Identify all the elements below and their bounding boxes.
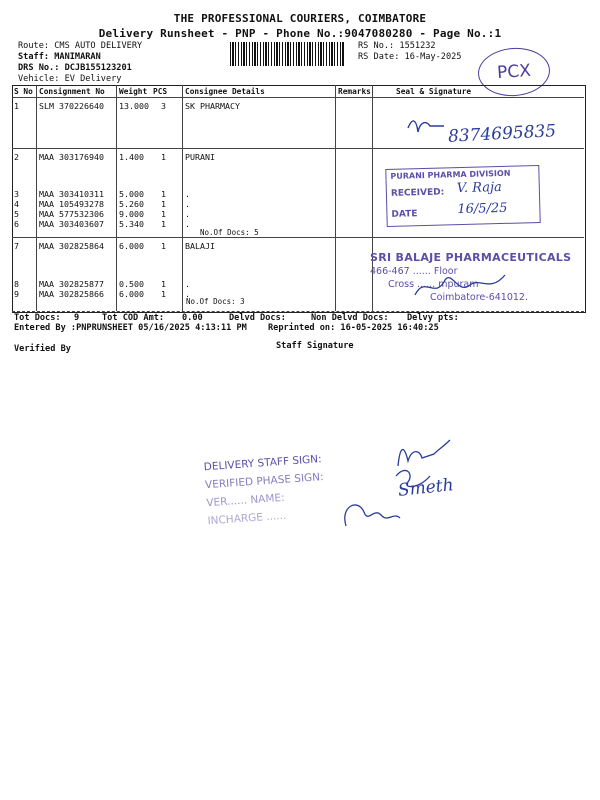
row-consignment: MAA 302825877: [39, 279, 104, 289]
row-sno: 9: [14, 289, 19, 299]
balaji-stamp-line: Cross ...... mpuram: [388, 279, 479, 290]
reprinted-on: Reprinted on: 16-05-2025 16:40:25: [268, 323, 439, 333]
row-weight: 6.000: [119, 241, 144, 251]
docs-count: No.Of Docs: 5: [200, 228, 259, 237]
row-consignment: MAA 302825866: [39, 289, 104, 299]
row-weight: 13.000: [119, 101, 149, 111]
row-weight: 5.000: [119, 189, 144, 199]
row-pcs: 1: [161, 152, 166, 162]
row-pcs: 1: [161, 199, 166, 209]
row-sno: 6: [14, 219, 19, 229]
staff-signature-label: Staff Signature: [276, 341, 354, 351]
purani-date-label: DATE: [391, 209, 418, 220]
col-header-pcs: PCS: [153, 87, 168, 96]
staff-stamp-line: INCHARGE ......: [207, 509, 287, 528]
row-sno: 1: [14, 101, 19, 111]
balaji-stamp: [370, 251, 582, 309]
header-divider: [12, 97, 584, 98]
footer-divider: [12, 311, 584, 312]
row-weight: 0.500: [119, 279, 144, 289]
delvd-docs-label: Delvd Docs:: [229, 313, 286, 323]
col-divider: [335, 85, 336, 311]
row-consignment: SLM 370226640: [39, 101, 104, 111]
row-sno: 8: [14, 279, 19, 289]
row-dot: .: [185, 189, 190, 199]
consignee-name: SK PHARMACY: [185, 101, 240, 111]
balaji-stamp-line: 466-467 ...... Floor: [370, 266, 458, 277]
non-delvd-docs-label: Non Delvd Docs:: [311, 313, 389, 323]
col-header-sno: S No: [14, 87, 33, 96]
col-header-consignee: Consignee Details: [185, 87, 265, 96]
handwritten-phone: 8374695835: [447, 121, 557, 147]
row-consignment: MAA 303410311: [39, 189, 104, 199]
handwritten-name: Smeth: [397, 475, 455, 501]
row-pcs: 1: [161, 279, 166, 289]
row-pcs: 3: [161, 101, 166, 111]
rs-date: RS Date: 16-May-2025: [358, 52, 462, 62]
row-dot: .: [185, 219, 190, 229]
col-header-seal: Seal & Signature: [396, 87, 472, 96]
purani-received-sign: V. Raja: [456, 179, 502, 197]
route-label: Route: CMS AUTO DELIVERY: [18, 41, 143, 51]
row-sno: 2: [14, 152, 19, 162]
staff-stamp-line: VERIFIED PHASE SIGN:: [204, 471, 324, 492]
col-divider: [182, 85, 183, 311]
group-divider: [12, 148, 584, 149]
row-weight: 5.340: [119, 219, 144, 229]
col-header-consignment: Consignment No: [39, 87, 105, 96]
purani-received-label: RECEIVED:: [390, 187, 445, 199]
consignee-name: BALAJI: [185, 241, 215, 251]
row-weight: 5.260: [119, 199, 144, 209]
staff-label: Staff: MANIMARAN: [18, 52, 101, 62]
delvy-pts-label: Delvy pts:: [407, 313, 459, 323]
tot-docs-label: Tot Docs:: [14, 313, 61, 323]
entered-by: Entered By :PNPRUNSHEET 05/16/2025 4:13:11 PM: [14, 323, 247, 333]
row-sno: 3: [14, 189, 19, 199]
row-pcs: 1: [161, 209, 166, 219]
col-divider: [116, 85, 117, 311]
consignee-name: PURANI: [185, 152, 215, 162]
purani-stamp-title: PURANI PHARMA DIVISION: [390, 168, 511, 181]
staff-stamp-line: DELIVERY STAFF SIGN:: [203, 453, 322, 474]
rs-no: RS No.: 1551232: [358, 41, 436, 51]
barcode: [230, 42, 344, 66]
row-pcs: 1: [161, 189, 166, 199]
row-consignment: MAA 302825864: [39, 241, 104, 251]
row-dot: .: [185, 289, 190, 299]
row-weight: 1.400: [119, 152, 144, 162]
row-sno: 4: [14, 199, 19, 209]
balaji-stamp-line: Coimbatore-641012.: [430, 292, 528, 303]
runsheet-title: Delivery Runsheet - PNP - Phone No.:9047080280 - Page No.:1: [98, 27, 502, 40]
row-consignment: MAA 303176940: [39, 152, 104, 162]
row-dot: .: [185, 279, 190, 289]
row-pcs: 1: [161, 219, 166, 229]
drs-label: DRS No.: DCJB155123201: [18, 63, 132, 73]
purani-date-value: 16/5/25: [457, 200, 508, 218]
col-header-weight: Weight: [119, 87, 148, 96]
row-sno: 7: [14, 241, 19, 251]
group-divider: [12, 237, 584, 238]
row-consignment: MAA 577532306: [39, 209, 104, 219]
purani-stamp: [385, 165, 540, 227]
verified-by-label: Verified By: [14, 344, 71, 354]
vehicle-label: Vehicle: EV Delivery: [18, 74, 122, 84]
pcx-stamp: PCX: [476, 46, 551, 99]
row-dot: .: [185, 209, 190, 219]
company-title: THE PROFESSIONAL COURIERS, COIMBATORE: [173, 12, 427, 25]
col-header-remarks: Remarks: [338, 87, 371, 96]
balaji-stamp-title: SRI BALAJE PHARMACEUTICALS: [370, 251, 572, 264]
tot-cod-value: 0.00: [182, 313, 203, 323]
row-consignment: MAA 303403607: [39, 219, 104, 229]
row-pcs: 1: [161, 241, 166, 251]
tot-cod-label: Tot COD Amt:: [102, 313, 165, 323]
row-pcs: 1: [161, 289, 166, 299]
docs-count: No.Of Docs: 3: [186, 297, 245, 306]
row-consignment: MAA 105493278: [39, 199, 104, 209]
row-weight: 6.000: [119, 289, 144, 299]
col-divider: [36, 85, 37, 311]
balaji-signature: [410, 265, 530, 305]
tot-docs-value: 9: [74, 313, 80, 323]
row-dot: .: [185, 199, 190, 209]
row-weight: 9.000: [119, 209, 144, 219]
row-sno: 5: [14, 209, 19, 219]
staff-stamp-line: VER...... NAME:: [205, 491, 285, 510]
